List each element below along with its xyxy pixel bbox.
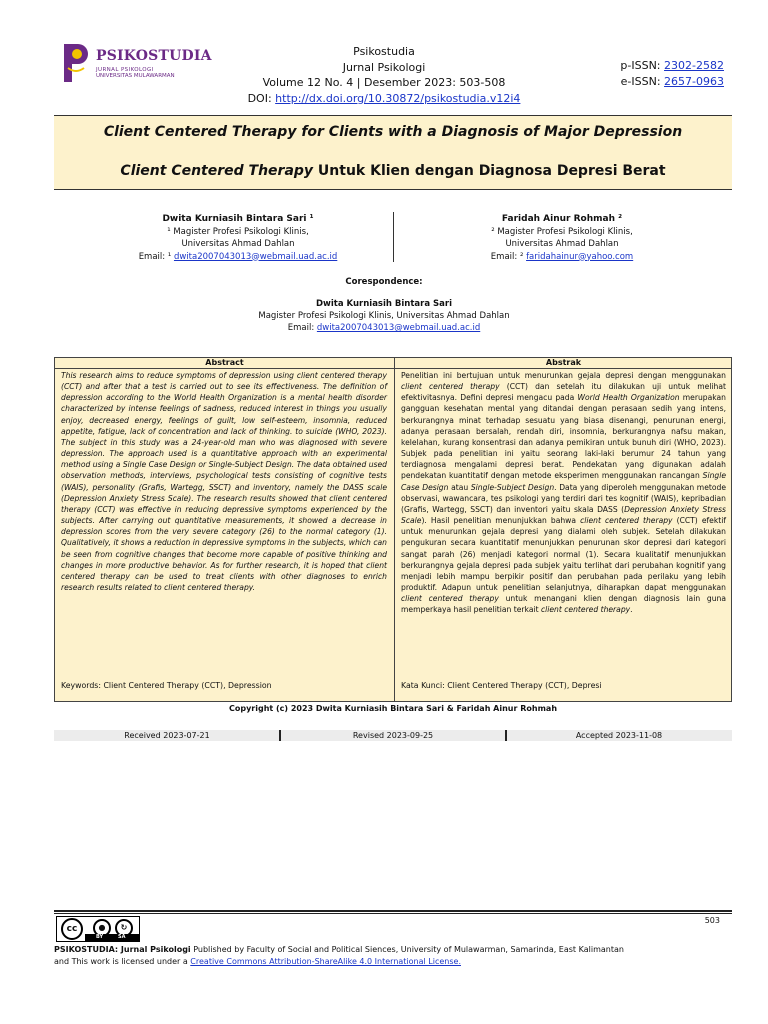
abstract-text-en: This research aims to reduce symptoms of depression using client centered therapy (CCT) and after that a test is carried out to see its effectiveness. The definition of depression according to the World Health Organization is a mental health disorder characterized by intense feelings of sadness, reduced interest in things you usually enjoy, decreased energy, feelings of guilt, low self-esteem, insomnia, reduced appetite, fatigue, lack of concentration and lack of thinking. to suicide (WHO, 2023). The subject in this study was a 24-year-old man who was diagnosed with severe depression. The approach used is a quantitative approach with an experimental method using a Single Case Design or Single-Subject Design. The data obtained used observation methods, interviews, psychological tests consisting of cognitive tests (WAIS), personality (Grafis, Wartegg, SSCT) and inventory, namely the DASS scale (Depression Anxiety Stress Scale). The research results showed that client centered therapy (CCT) was effective in reducing depressive symptoms experienced by the subjects. After carrying out quantitative measurements, it showed a decrease in depression scores from the very severe category (26) to the normal category (1). Qualitatively, it shows a reduction in depressive symptoms in the subjects, which can be seen from cognitive changes that become more capable of positive thinking and changes in more productive behavior. As for further research, it is hoped that client centered therapy can be used to treat clients with other diagnoses to enrich research results related to client centered therapy. [61,371,387,592]
author-1-name: Dwita Kurniasih Bintara Sari ¹ [162,214,314,224]
logo-subtitle: JURNAL PSIKOLOGI [96,67,154,73]
correspondence-block [184,276,584,334]
correspondence-email-label: Email: [287,323,317,333]
abstract-column-rule [394,358,395,701]
abstract-text-id: Penelitian ini bertujuan untuk menurunkan gejala depresi dengan menggunakan client centered therapy (CCT) dan setelah itu dilakukan uji untuk melihat efektivitasnya. Defini depresi mengacu pada World Health Organization merupakan gangguan kesehatan mental yang ditandai dengan perasaan sedih yang intens, berkurangnya minat terhadap sesuatu yang biasa disenangi, penurunan energi, adanya perasaan bersalah, rendah diri, insomnia, berkurangnya nafsu makan, kelelahan, kurang konsentrasi dan adanya pemikiran untuk bunuh diri (WHO, 2023). Subjek pada penelitian ini yaitu seorang laki-laki berumur 24 tahun yang terdiagnosa mengalami depresi berat. Pendekatan yang digunakan adalah pendekatan kuantitatif dengan metode eksperimen menggunakan rancangan Single Case Design atau Single-Subject Design. Data yang diperoleh menggunakan metode observasi, wawancara, tes psikologi yang terdiri dari tes kognitif (WAIS), kepribadian (Grafis, Wartegg, SSCT) dan inventori yaitu skala DASS (Depression Anxiety Stress Scale). Hasil penelitian menunjukkan bahwa client centered therapy (CCT) efektif untuk menurunkan gejala depresi yang dialami oleh subjek. Setelah dilakukan pengukuran secara kuantitatif menunjukkan penurunan skor depresi dari kategori sangat parah (26) menjadi kategori normal (1). Secara kualitatif menunjukkan berkurangnya gejala depresi pada subjek yaitu terlihat dari perubahan kognitif yang menjadi lebih mampu berpikir positif dan perubahan pada perilaku yang lebih produktif. Adapun untuk penelitian selanjutnya, diharapkan dapat menggunakan client centered therapy untuk menangani klien dengan diagnosis lain guna memperkaya hasil penelitian terkait client centered therapy. [401,371,727,615]
pissn-line [620,58,724,74]
author-2 [412,213,712,263]
author-1-email-line [88,251,388,264]
correspondence-name: Dwita Kurniasih Bintara Sari [315,299,453,309]
title-indonesian-italic: Client Centered Therapy [120,163,314,179]
article-dates [54,730,732,741]
author-1-affil: ¹ Magister Profesi Psikologi Klinis, [167,226,309,237]
footer-license-line [54,956,754,968]
doi-link[interactable]: http://dx.doi.org/10.30872/psikostudia.v12i4 [275,91,521,105]
attribution-person-icon: ● [93,919,111,937]
sa-label: SA [118,934,126,940]
logo-text: PSIKOSTUDIA [96,48,212,64]
title-band [54,115,732,190]
issn-block [620,58,724,89]
author-2-name: Faridah Ainur Rohmah ² [501,214,623,224]
keywords-en: Keywords: Client Centered Therapy (CCT), Depression [61,681,272,690]
footer-rule-thin [54,913,732,914]
title-indonesian [54,163,732,179]
volume-info: Volume 12 No. 4 | Desember 2023: 503-508 [262,76,506,89]
author-1-email-label: Email: ¹ [138,251,174,262]
correspondence-email-link[interactable]: dwita2007043013@webmail.uad.ac.id [316,323,481,333]
footer-text [54,944,754,968]
psikostudia-logo-icon [60,42,90,84]
pissn-link[interactable]: 2302-2582 [664,59,724,72]
author-2-univ: Universitas Ahmad Dahlan [505,239,619,249]
cc-icon: cc [61,918,83,940]
journal-name: Psikostudia [353,45,415,58]
author-2-email-label: Email: ² [490,251,527,262]
correspondence-heading: Corespondence: [345,277,423,287]
author-1-email-link[interactable]: dwita2007043013@webmail.uad.ac.id [173,251,338,262]
author-divider [393,212,394,262]
by-label: BY [96,934,104,940]
date-received: Received 2023-07-21 [124,731,210,740]
abstract-header-rule [55,368,731,369]
date-revised: Revised 2023-09-25 [352,731,434,740]
footer-license-prefix: and This work is licensed under a [54,957,191,966]
abstract-heading-id: Abstrak [545,358,582,367]
correspondence-affil: Magister Profesi Psikologi Klinis, Universitas Ahmad Dahlan [258,311,510,321]
pissn-label: p-ISSN: [620,59,661,72]
keywords-id: Kata Kunci: Client Centered Therapy (CCT), Depresi [401,681,602,690]
date-accepted: Accepted 2023-11-08 [575,731,663,740]
abstract-table [54,357,732,702]
footer-publisher-line [54,944,754,956]
correspondence-email-line [184,322,584,334]
eissn-link[interactable]: 2657-0963 [664,74,724,88]
author-2-email-link[interactable]: faridahainur@yahoo.com [526,251,634,262]
footer-journal-name: PSIKOSTUDIA: Jurnal Psikologi [54,945,191,954]
cc-license-badge[interactable] [56,916,140,942]
journal-subtitle: Jurnal Psikologi [342,60,426,74]
page-number: 503 [704,916,720,925]
footer-publisher: Published by Faculty of Social and Political Siences, University of Mulawarman, Samarinda, East Kalimantan [190,945,624,954]
doi-line [220,91,548,107]
eissn-label: e-ISSN: [620,74,661,88]
journal-header [220,44,548,106]
eissn-line [620,74,724,90]
copyright-line: Copyright (c) 2023 Dwita Kurniasih Bintara Sari & Faridah Ainur Rohmah [228,704,558,713]
author-1 [88,213,388,263]
title-english: Client Centered Therapy for Clients with a Diagnosis of Major Depression [103,124,683,140]
title-indonesian-rest: Untuk Klien dengan Diagnosa Depresi Berat [313,163,666,179]
doi-label: DOI: [247,91,272,105]
footer-rule-thick [54,910,732,912]
license-link[interactable]: Creative Commons Attribution-ShareAlike 4.0 International License. [190,957,461,966]
share-alike-icon: ↻ [115,919,133,937]
abstract-heading-en: Abstract [205,358,244,367]
author-1-univ: Universitas Ahmad Dahlan [181,239,295,249]
author-2-email-line [412,251,712,264]
logo-university: UNIVERSITAS MULAWARMAN [96,73,175,79]
cc-label-band [85,934,139,941]
journal-logo [60,42,220,84]
author-2-affil: ² Magister Profesi Psikologi Klinis, [491,226,633,237]
